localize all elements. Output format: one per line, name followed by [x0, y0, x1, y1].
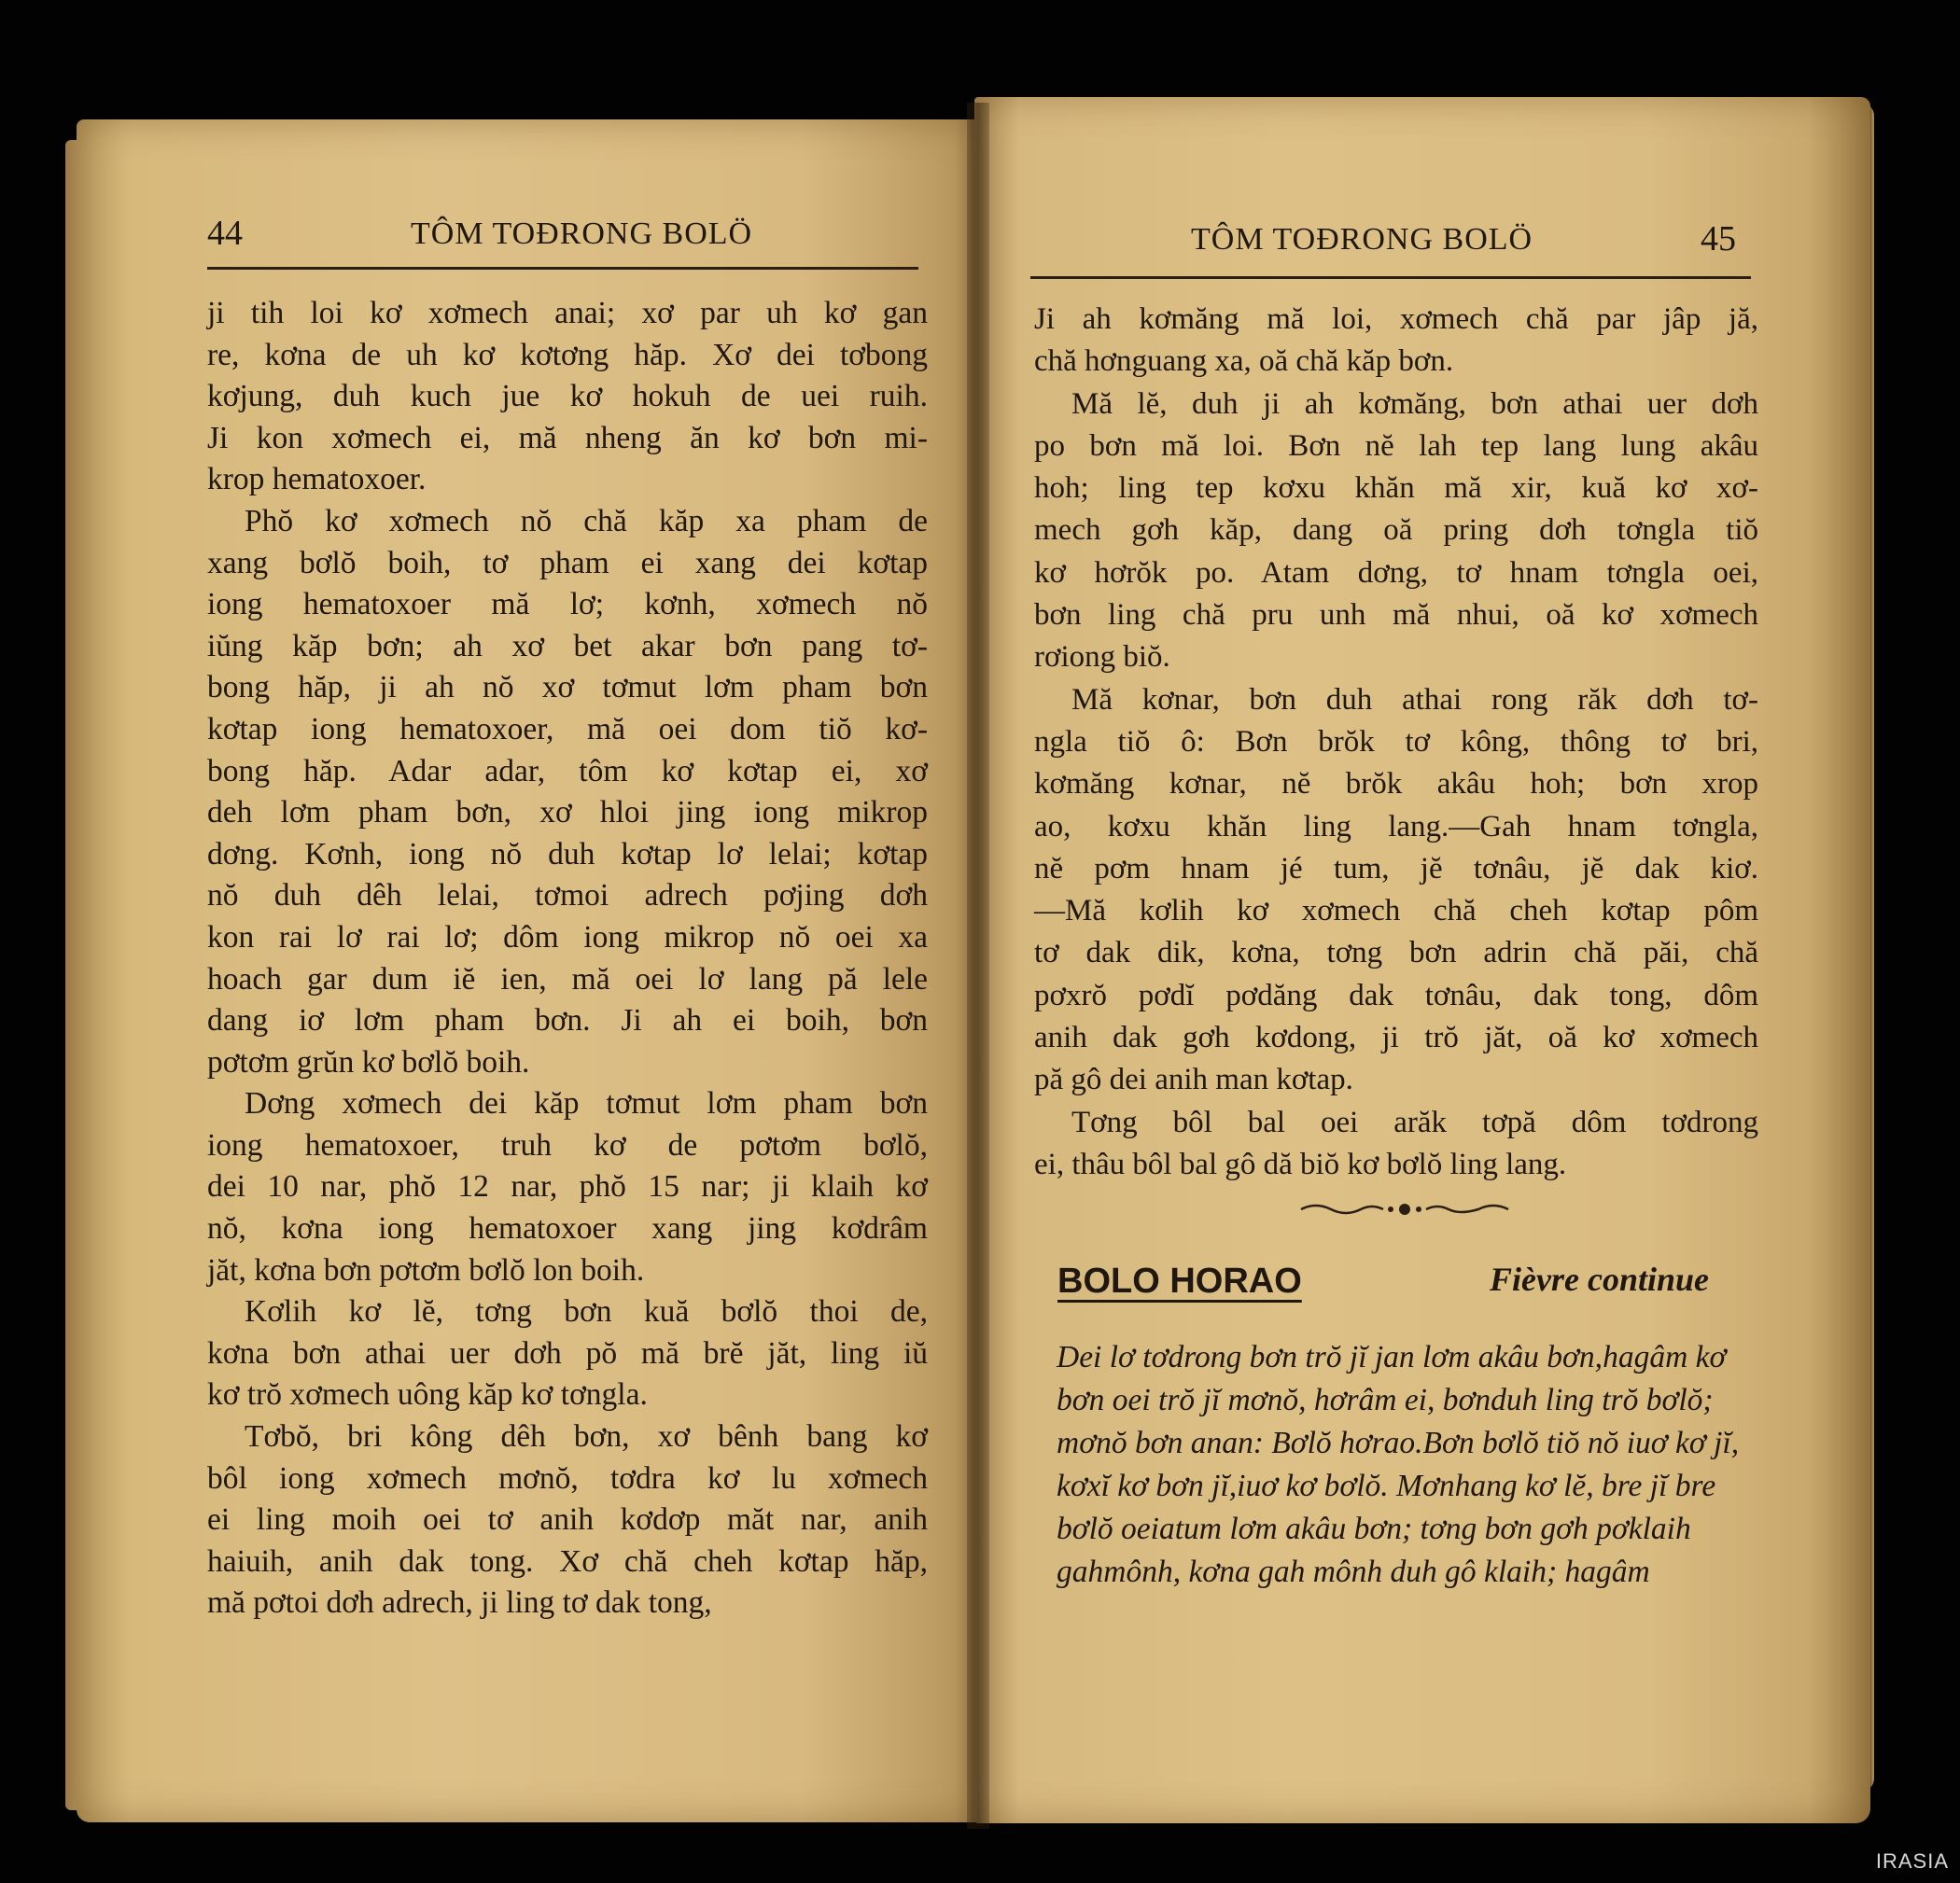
text-line: duh ling trŏ bơlŏ; mơnŏ bơn anan: Bơlŏ hơrao.	[1057, 1383, 1714, 1460]
text-line: xang bơlŏ boih, tơ pham ei xang dei kơtap	[207, 545, 928, 580]
text-line: tơ dak dik, kơna, tơng bơn adrin chă păi, chă	[1034, 936, 1758, 970]
text-line: ngla tiŏ ô: Bơn brŏk tơ kông, thông tơ bri,	[1034, 724, 1758, 759]
text-line: iŭng kăp bơn; ah xơ bet akar bơn pang tơ-	[207, 628, 928, 663]
text-line: jăt, kơna bơn pơtơm bơlŏ lon boih.	[207, 1252, 645, 1288]
text-line: hagâm kơ bơn oei trŏ jĭ mơnŏ, hơrâm ei, bơn	[1057, 1340, 1727, 1417]
text-line: iong hematoxoer mă lơ; kơnh, xơmech nŏ	[207, 587, 928, 622]
text-line: iuơ kơ bơlŏ. Mơnhang kơ lĕ, bre jĭ bre bơlŏ oei	[1057, 1469, 1716, 1546]
text-line: krop hematoxoer.	[207, 462, 427, 497]
text-line: kơ hơrŏk po. Atam dơng, tơ hnam tơngla oei,	[1034, 555, 1758, 590]
left-page-text	[207, 293, 928, 1625]
text-line: chă hơnguang xa, oă chă kăp bơn.	[1034, 344, 1454, 379]
text-line: kơ trŏ xơmech uông kăp kơ tơngla.	[207, 1377, 648, 1413]
text-line: atum lơm akâu bơn; tơng bơn gơh pơklaih gah	[1057, 1512, 1691, 1589]
watermark: IRASIA	[1875, 1849, 1949, 1873]
right-running-head: TÔM TOĐRONG BOLÖ	[1191, 222, 1533, 257]
text-line: bơn ling chă pru unh mă nhui, oă kơ xơmech	[1034, 598, 1758, 633]
italic-paragraph	[1057, 1336, 1768, 1594]
text-line: dang iơ lơm pham bơn. Ji ah ei boih, bơn	[207, 1003, 928, 1039]
text-line: mônh, kơna gah mônh duh gô klaih; hagâm	[1103, 1555, 1650, 1589]
book-gutter	[967, 103, 989, 1829]
text-line: ei, thâu bôl bal gô dă biŏ kơ bơlŏ ling lang.	[1034, 1147, 1567, 1181]
text-line: mă pơtoi dơh adrech, ji ling tơ dak tong,	[207, 1585, 712, 1621]
text-line: Tơbŏ, bri kông dêh bơn, xơ bênh bang kơ	[245, 1419, 928, 1455]
left-running-head: TÔM TOĐRONG BOLÖ	[411, 216, 753, 251]
text-line: dei 10 nar, phŏ 12 nar, phŏ 15 nar; ji klaih kơ	[207, 1169, 928, 1205]
text-line: kơjung, duh kuch jue kơ hokuh de uei ruih.	[207, 379, 928, 414]
text-line: Phŏ kơ xơmech nŏ chă kăp xa pham de	[245, 503, 928, 538]
text-line: po bơn mă loi. Bơn nĕ lah tep lang lung akâu	[1034, 428, 1758, 463]
text-line: mech gơh kăp, dang oă pring dơh tơngla tiŏ	[1034, 513, 1758, 548]
text-line: Kơlih kơ lĕ, tơng bơn kuă bơlŏ thoi de,	[245, 1294, 928, 1330]
text-line: dơng. Kơnh, iong nŏ duh kơtap lơ lelai; kơtap	[207, 836, 928, 872]
text-line: rơiong biŏ.	[1034, 640, 1170, 675]
section-ornament	[1297, 1200, 1512, 1219]
section-subtitle: Fièvre continue	[1490, 1261, 1709, 1298]
text-line: Ji ah kơmăng mă loi, xơmech chă par jâp jă,	[1034, 302, 1758, 336]
left-header-rule	[207, 267, 918, 270]
text-line: kơna bơn athai uer dơh pŏ mă brĕ jăt, ling iŭ	[207, 1335, 928, 1371]
right-header-rule	[1030, 276, 1751, 279]
text-line: nŏ, kơna iong hematoxoer xang jing kơdrâm	[207, 1211, 928, 1247]
text-line: pơtơm grŭn kơ bơlŏ boih.	[207, 1044, 530, 1080]
text-line: pă gô dei anih man kơtap.	[1034, 1063, 1353, 1097]
right-page-number: 45	[1701, 219, 1736, 258]
text-line: Dei lơ tơdrong bơn trŏ jĭ jan lơm akâu bơn,	[1057, 1340, 1603, 1374]
text-line: Ji kon xơmech ei, mă nheng ăn kơ bơn mi-	[207, 420, 928, 455]
text-line: nŏ duh dêh lelai, tơmoi adrech pơjing dơh	[207, 878, 928, 914]
text-line: bong hăp. Adar adar, tôm kơ kơtap ei, xơ	[207, 753, 928, 788]
text-line: Bơn bơlŏ tiŏ nŏ iuơ kơ jĭ, kơxĭ kơ bơn jĭ,	[1057, 1426, 1740, 1503]
text-line: kơtap iong hematoxoer, mă oei dom tiŏ kơ-	[207, 711, 928, 746]
text-line: bong hăp, ji ah nŏ xơ tơmut lơm pham bơn	[207, 670, 928, 705]
text-line: nĕ pơm hnam jé tum, jĕ tơnâu, jĕ dak kiơ.	[1034, 851, 1758, 886]
text-line: anih dak gơh kơdong, ji trŏ jăt, oă kơ xơmech	[1034, 1021, 1758, 1055]
text-line: Mă lĕ, duh ji ah kơmăng, bơn athai uer dơh	[1071, 386, 1758, 421]
text-line: ei ling moih oei tơ anih kơdơp măt nar, anih	[207, 1502, 928, 1538]
text-line: kơmăng kơnar, nĕ brŏk akâu hoh; bơn xrop	[1034, 767, 1758, 802]
section-title: BOLO HORAO	[1057, 1262, 1302, 1301]
text-line: pơxrŏ pơdĭ pơdăng dak tơnâu, dak tong, dôm	[1034, 978, 1758, 1012]
right-page-text	[1034, 299, 1758, 1186]
text-line: Tơng bôl bal oei arăk tơpă dôm tơdrong	[1071, 1105, 1758, 1139]
text-line: hoach gar dum iĕ ien, mă oei lơ lang pă lele	[207, 961, 928, 997]
text-line: ji tih loi kơ xơmech anai; xơ par uh kơ gan	[207, 296, 928, 330]
text-line: haiuih, anih dak tong. Xơ chă cheh kơtap hăp,	[207, 1543, 928, 1579]
text-line: bôl iong xơmech mơnŏ, tơdra kơ lu xơmech	[207, 1460, 928, 1496]
text-line: Dơng xơmech dei kăp tơmut lơm pham bơn	[245, 1086, 928, 1122]
left-page-number: 44	[207, 214, 243, 253]
text-line: re, kơna de uh kơ kơtơng hăp. Xơ dei tơbong	[207, 337, 928, 372]
text-line: Mă kơnar, bơn duh athai rong răk dơh tơ-	[1071, 682, 1758, 717]
text-line: iong hematoxoer, truh kơ de pơtơm bơlŏ,	[207, 1127, 928, 1163]
text-line: kon rai lơ rai lơ; dôm iong mikrop nŏ oei xa	[207, 919, 928, 955]
text-line: deh lơm pham bơn, xơ hloi jing iong mikrop	[207, 795, 928, 830]
text-line: ao, kơxu khăn ling lang.—Gah hnam tơngla,	[1034, 809, 1758, 844]
text-line: —Mă kơlih kơ xơmech chă cheh kơtap pôm	[1034, 894, 1758, 928]
text-line: hoh; ling tep kơxu khăn mă xir, kuă kơ xơ-	[1034, 471, 1758, 506]
